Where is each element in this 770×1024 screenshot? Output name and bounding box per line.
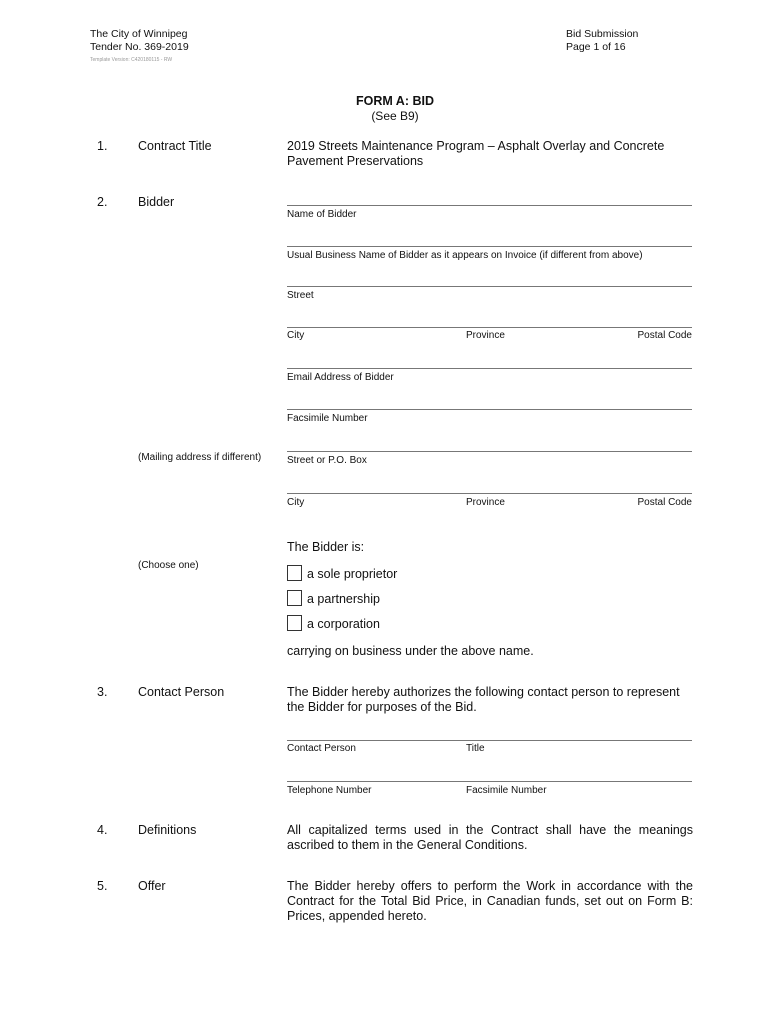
street-caption: Street [287, 290, 314, 301]
email-caption: Email Address of Bidder [287, 372, 394, 383]
title-caption: Title [466, 743, 485, 754]
name-of-bidder-caption: Name of Bidder [287, 209, 357, 220]
postal-code-caption: Postal Code [637, 330, 692, 341]
telephone-caption: Telephone Number [287, 785, 372, 796]
form-title: FORM A: BID [356, 94, 434, 108]
contract-title-line2: Pavement Preservations [287, 154, 424, 168]
section-1-number: 1. [97, 139, 108, 153]
street-line[interactable] [287, 286, 692, 287]
usual-business-name-line[interactable] [287, 246, 692, 247]
section-3-number: 3. [97, 685, 108, 699]
section-2-label: Bidder [138, 195, 175, 209]
choose-one-note: (Choose one) [138, 560, 199, 571]
city-caption: City [287, 330, 305, 341]
email-line[interactable] [287, 368, 692, 369]
header-tender: Tender No. 369-2019 [90, 41, 189, 53]
definitions-text-line1: All capitalized terms used in the Contract shall have the meanings [287, 823, 693, 837]
carrying-on-text: carrying on business under the above name. [287, 644, 534, 658]
street-po-caption: Street or P.O. Box [287, 455, 367, 466]
section-3-label: Contact Person [138, 685, 225, 699]
header-org: The City of Winnipeg [90, 28, 188, 40]
offer-text-line3: Prices, appended hereto. [287, 909, 427, 923]
section-4-label: Definitions [138, 823, 197, 837]
facsimile-line[interactable] [287, 409, 692, 410]
partnership-checkbox[interactable] [287, 590, 302, 606]
section-2-number: 2. [97, 195, 108, 209]
province-caption-2: Province [466, 497, 505, 508]
telephone-line[interactable] [287, 781, 692, 782]
facsimile-caption: Facsimile Number [287, 413, 368, 424]
city-province-postal-line[interactable] [287, 327, 692, 328]
contract-title-line1: 2019 Streets Maintenance Program – Asphalt Overlay and Concrete [287, 139, 665, 153]
contact-person-caption: Contact Person [287, 743, 356, 754]
offer-text-line2: Contract for the Total Bid Price, in Canadian funds, set out on Form B: [287, 894, 693, 908]
sole-proprietor-checkbox[interactable] [287, 565, 302, 581]
section-1-label: Contract Title [138, 139, 212, 153]
contact-person-text-line2: the Bidder for purposes of the Bid. [287, 700, 477, 714]
bidder-is-label: The Bidder is: [287, 540, 365, 554]
header-page: Page 1 of 16 [566, 41, 626, 53]
definitions-text-line2: ascribed to them in the General Conditions. [287, 838, 528, 852]
name-of-bidder-line[interactable] [287, 205, 692, 206]
contact-facsimile-caption: Facsimile Number [466, 785, 547, 796]
corporation-label: a corporation [307, 617, 380, 631]
city-caption-2: City [287, 497, 305, 508]
street-po-line[interactable] [287, 451, 692, 452]
section-5-label: Offer [138, 879, 166, 893]
corporation-checkbox[interactable] [287, 615, 302, 631]
sole-proprietor-label: a sole proprietor [307, 567, 398, 581]
section-5-number: 5. [97, 879, 108, 893]
province-caption: Province [466, 330, 505, 341]
header-doc-type: Bid Submission [566, 28, 639, 40]
mailing-address-note: (Mailing address if different) [138, 452, 262, 463]
contact-person-line[interactable] [287, 740, 692, 741]
postal-code-caption-2: Postal Code [637, 497, 692, 508]
usual-business-name-caption: Usual Business Name of Bidder as it appears on Invoice (if different from above) [287, 250, 643, 261]
section-4-number: 4. [97, 823, 108, 837]
template-version: Template Version: C420180115 - RW [90, 57, 173, 63]
offer-text-line1: The Bidder hereby offers to perform the Work in accordance with the [287, 879, 693, 893]
partnership-label: a partnership [307, 592, 380, 606]
city-province-postal-line-2[interactable] [287, 493, 692, 494]
form-subtitle: (See B9) [371, 109, 419, 123]
contact-person-text-line1: The Bidder hereby authorizes the following contact person to represent [287, 685, 680, 699]
